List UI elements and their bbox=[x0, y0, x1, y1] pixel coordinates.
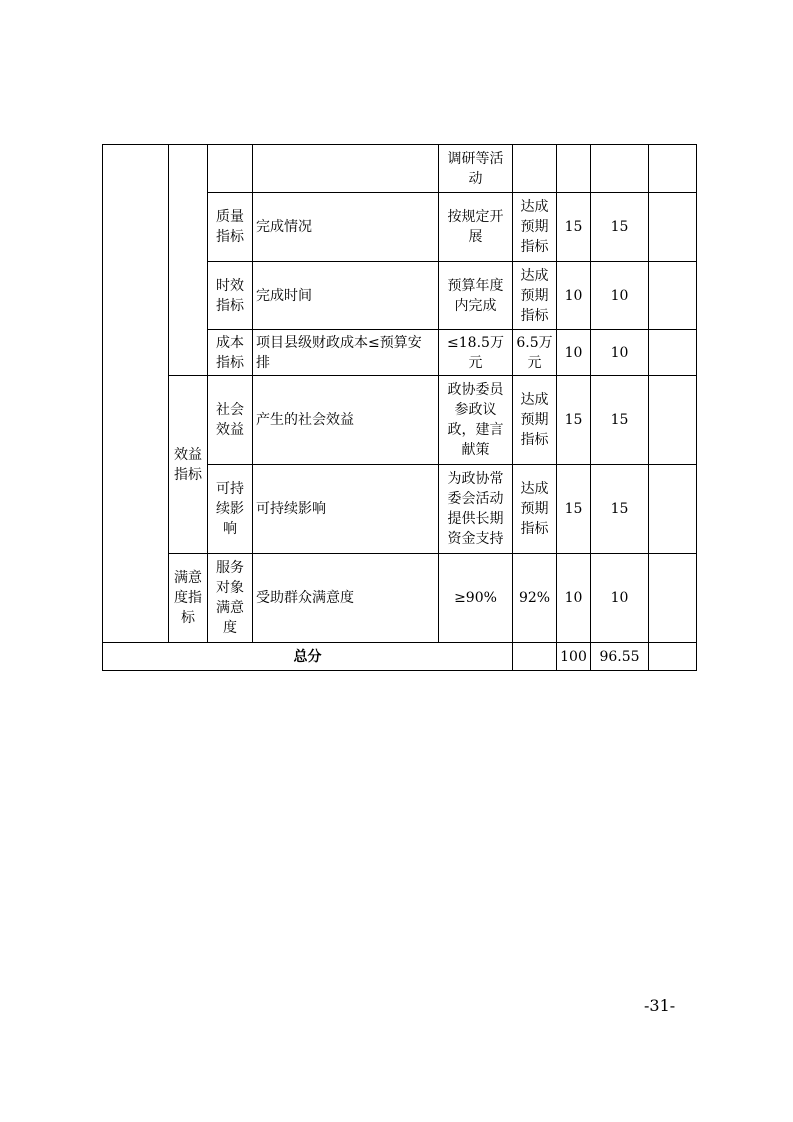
detail-cell: 完成时间 bbox=[253, 262, 439, 330]
total-weight-cell: 100 bbox=[557, 643, 591, 671]
detail-cell: 完成情况 bbox=[253, 193, 439, 262]
level2-cell-output bbox=[169, 145, 208, 376]
note-cell bbox=[649, 262, 697, 330]
table-row bbox=[103, 145, 697, 193]
weight-cell: 10 bbox=[557, 330, 591, 376]
note-cell bbox=[649, 465, 697, 554]
score-cell: 10 bbox=[591, 554, 649, 643]
detail-cell: 受助群众满意度 bbox=[253, 554, 439, 643]
target-cell: 按规定开展 bbox=[439, 193, 513, 262]
actual-cell: 达成预期指标 bbox=[513, 193, 557, 262]
note-cell bbox=[649, 376, 697, 465]
total-row bbox=[103, 643, 697, 671]
score-cell bbox=[591, 145, 649, 193]
indicator-cell bbox=[208, 145, 253, 193]
score-cell: 15 bbox=[591, 193, 649, 262]
indicator-cell: 质量指标 bbox=[208, 193, 253, 262]
indicator-cell: 社会效益 bbox=[208, 376, 253, 465]
total-note-cell bbox=[649, 643, 697, 671]
table-row bbox=[103, 554, 697, 643]
total-actual-cell bbox=[513, 643, 557, 671]
score-cell: 15 bbox=[591, 465, 649, 554]
indicator-cell: 可持续影响 bbox=[208, 465, 253, 554]
actual-cell bbox=[513, 145, 557, 193]
actual-cell: 达成预期指标 bbox=[513, 465, 557, 554]
indicator-cell: 成本指标 bbox=[208, 330, 253, 376]
total-label: 总分 bbox=[103, 643, 513, 671]
note-cell bbox=[649, 193, 697, 262]
category-benefit-cell: 效益指标 bbox=[169, 376, 208, 554]
weight-cell: 10 bbox=[557, 262, 591, 330]
indicator-cell: 时效指标 bbox=[208, 262, 253, 330]
actual-cell: 6.5万元 bbox=[513, 330, 557, 376]
weight-cell: 15 bbox=[557, 465, 591, 554]
target-cell: ≤18.5万元 bbox=[439, 330, 513, 376]
note-cell bbox=[649, 145, 697, 193]
level1-cell bbox=[103, 145, 169, 643]
target-cell: 预算年度内完成 bbox=[439, 262, 513, 330]
detail-cell: 项目县级财政成本≤预算安排 bbox=[253, 330, 439, 376]
weight-cell bbox=[557, 145, 591, 193]
score-cell: 15 bbox=[591, 376, 649, 465]
weight-cell: 15 bbox=[557, 376, 591, 465]
detail-cell: 产生的社会效益 bbox=[253, 376, 439, 465]
detail-cell bbox=[253, 145, 439, 193]
note-cell bbox=[649, 554, 697, 643]
total-score-cell: 96.55 bbox=[591, 643, 649, 671]
note-cell bbox=[649, 330, 697, 376]
actual-cell: 92% bbox=[513, 554, 557, 643]
target-cell: 调研等活动 bbox=[439, 145, 513, 193]
score-cell: 10 bbox=[591, 262, 649, 330]
target-cell: 政协委员参政议政，建言献策 bbox=[439, 376, 513, 465]
weight-cell: 15 bbox=[557, 193, 591, 262]
weight-cell: 10 bbox=[557, 554, 591, 643]
indicator-cell: 服务对象满意度 bbox=[208, 554, 253, 643]
page-number: -31- bbox=[644, 996, 676, 1015]
target-cell: ≥90% bbox=[439, 554, 513, 643]
table-row bbox=[103, 376, 697, 465]
performance-table bbox=[102, 144, 697, 671]
detail-cell: 可持续影响 bbox=[253, 465, 439, 554]
actual-cell: 达成预期指标 bbox=[513, 262, 557, 330]
target-cell: 为政协常委会活动提供长期资金支持 bbox=[439, 465, 513, 554]
category-satisfaction-cell: 满意度指标 bbox=[169, 554, 208, 643]
score-cell: 10 bbox=[591, 330, 649, 376]
actual-cell: 达成预期指标 bbox=[513, 376, 557, 465]
